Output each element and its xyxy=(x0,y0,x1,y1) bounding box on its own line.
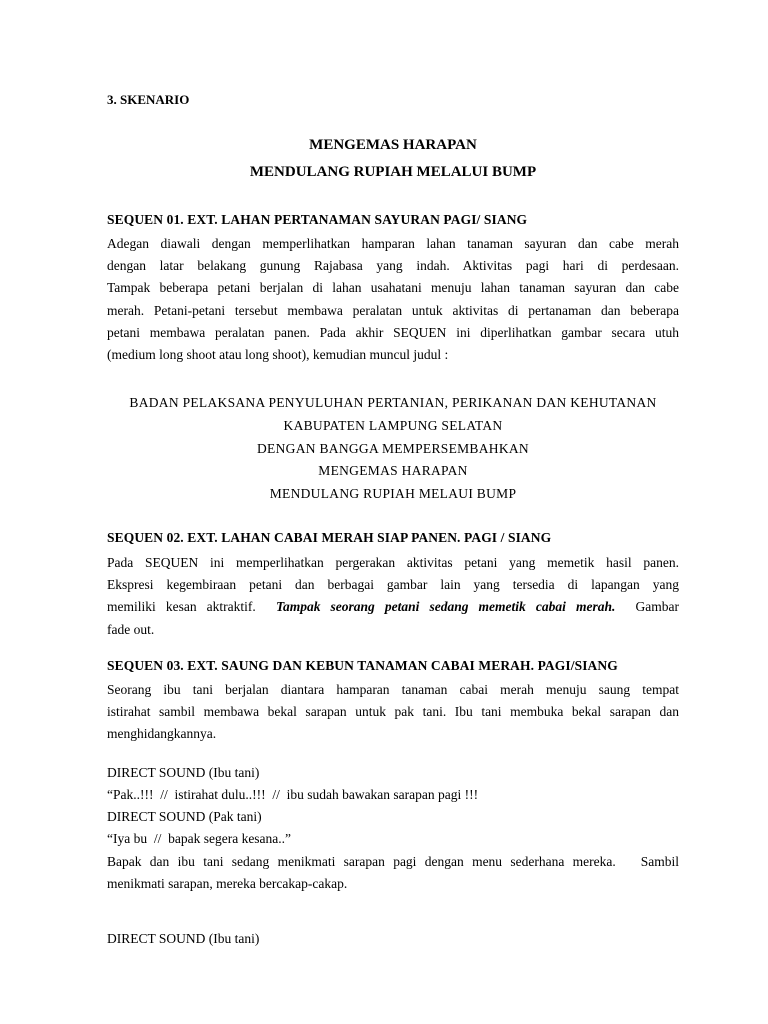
seq1-line: Tampak beberapa petani berjalan di lahan usahatani menuju lahan tanaman sayuran dan cabe xyxy=(107,280,679,296)
seq1-heading: SEQUEN 01. EXT. LAHAN PERTANAMAN SAYURAN PAGI/ SIANG xyxy=(107,212,528,227)
seq3-line: menghidangkannya. xyxy=(107,726,217,742)
seq1-paragraph xyxy=(107,233,679,366)
seq1-line: (medium long shoot atau long shoot), kemudian muncul judul : xyxy=(107,346,449,362)
opening-title-2: KABUPATEN LAMPUNG SELATAN xyxy=(283,418,503,433)
dialog-speaker-1: DIRECT SOUND (Ibu tani) xyxy=(107,765,260,780)
section-label: 3. SKENARIO xyxy=(107,92,190,107)
opening-title-1: BADAN PELAKSANA PENYULUHAN PERTANIAN, PERIKANAN DAN KEHUTANAN xyxy=(129,395,657,410)
seq2-line: Ekspresi kegembiraan petani dan berbagai gambar lain yang tersedia di lapangan yang xyxy=(107,577,679,593)
seq1-line: petani membawa peralatan panen. Pada akhir SEQUEN ini diperlihatkan gambar secara utuh xyxy=(107,324,679,340)
final-dialog-speaker: DIRECT SOUND (Ibu tani) xyxy=(107,931,260,946)
seq2-line: fade out. xyxy=(107,621,155,637)
closing-line: menikmati sarapan, mereka bercakap-cakap. xyxy=(107,876,348,892)
seq2-line3-pre: memiliki kesan aktraktif. xyxy=(107,599,276,615)
dialog-line-1: “Pak..!!! // istirahat dulu..!!! // ibu sudah bawakan sarapan pagi !!! xyxy=(107,787,479,802)
dialog-line-2: “Iya bu // bapak segera kesana..” xyxy=(107,831,292,846)
seq1-line: dengan latar belakang gunung Rajabasa yang indah. Aktivitas pagi hari di perdesaan. xyxy=(107,258,679,274)
seq2-line: Pada SEQUEN ini memperlihatkan pergerakan aktivitas petani yang memetik hasil panen. xyxy=(107,555,679,570)
dialog-speaker-2: DIRECT SOUND (Pak tani) xyxy=(107,809,262,824)
seq1-line: Adegan diawali dengan memperlihatkan hamparan lahan tanaman sayuran dan cabe merah xyxy=(107,236,679,251)
seq2-line-mixed xyxy=(107,596,679,618)
seq3-line: Seorang ibu tani berjalan diantara hamparan tanaman cabai merah menuju saung tempat xyxy=(107,682,679,697)
seq2-heading: SEQUEN 02. EXT. LAHAN CABAI MERAH SIAP PANEN. PAGI / SIANG xyxy=(107,530,552,545)
closing-line: Bapak dan ibu tani sedang menikmati sarapan pagi dengan menu sederhana mereka. Sambil xyxy=(107,854,679,869)
title-line-1: MENGEMAS HARAPAN xyxy=(309,137,477,153)
opening-title-4: MENGEMAS HARAPAN xyxy=(318,463,468,478)
opening-title-5: MENDULANG RUPIAH MELAUI BUMP xyxy=(269,486,517,501)
seq1-line: merah. Petani-petani tersebut membawa peralatan untuk aktivitas di pertanaman dan beberapa xyxy=(107,302,679,318)
seq2-line3-post: Gambar xyxy=(615,599,679,615)
closing-paragraph xyxy=(107,851,679,895)
seq3-paragraph xyxy=(107,679,679,746)
title-line-2: MENDULANG RUPIAH MELALUI BUMP xyxy=(249,164,537,180)
seq3-line: istirahat sambil membawa bekal sarapan untuk pak tani. Ibu tani membuka bekal sarapan dan xyxy=(107,704,679,720)
seq2-paragraph xyxy=(107,552,679,641)
opening-title-3: DENGAN BANGGA MEMPERSEMBAHKAN xyxy=(257,441,529,456)
seq3-heading: SEQUEN 03. EXT. SAUNG DAN KEBUN TANAMAN CABAI MERAH. PAGI/SIANG xyxy=(107,658,618,673)
seq2-emphasis: Tampak seorang petani sedang memetik cabai merah. xyxy=(275,599,616,615)
